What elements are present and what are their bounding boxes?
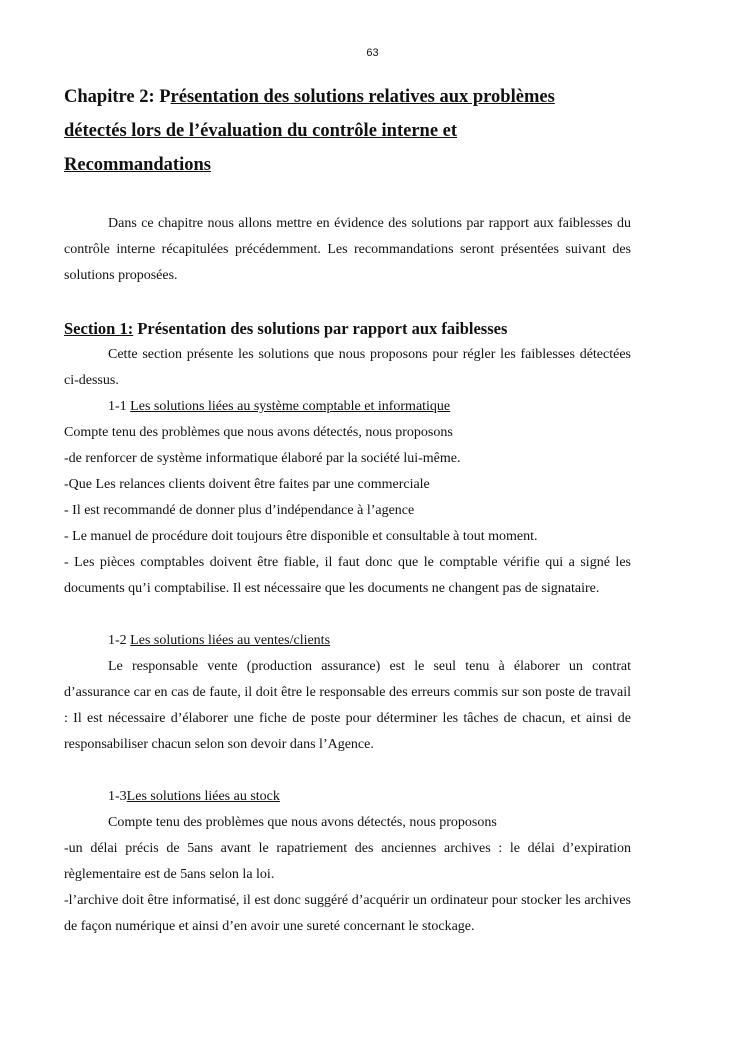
chapter-title-line-2: détectés lors de l’évaluation du contrôle interne et (64, 121, 458, 141)
subsection-1-1-title: Les solutions liées au système comptable et informatique (130, 399, 451, 414)
section-1-label: Section 1: (64, 319, 134, 338)
subsection-1-1-line: Compte tenu des problèmes que nous avons détectés, nous proposons (64, 425, 453, 440)
subsection-1-3-paragraph-2: -l’archive doit être informatisé, il est donc suggéré d’acquérir un ordinateur pour stocker les archives de façon numérique et ainsi d’en avoir une sureté concernant le stockage. (64, 893, 631, 934)
subsection-1-3-number: 1-3 (108, 789, 127, 804)
section-1-title (64, 316, 631, 342)
subsection-1-3-heading (64, 784, 631, 810)
subsection-1-3-intro: Compte tenu des problèmes que nous avons détectés, nous proposons (108, 815, 497, 830)
chapter-title-line-3: Recommandations (64, 155, 211, 175)
subsection-1-2-title: Les solutions liées au ventes/clients (130, 633, 331, 648)
subsection-1-1-line: - Le manuel de procédure doit toujours être disponible et consultable à tout moment. (64, 529, 538, 544)
page-number: 63 (366, 47, 379, 59)
chapter-title (64, 80, 631, 182)
chapter-title-prefix: Chapitre 2: P (64, 87, 171, 107)
subsection-1-1-number: 1-1 (108, 399, 131, 414)
subsection-1-1-line: - Il est recommandé de donner plus d’indépendance à l’agence (64, 503, 415, 518)
subsection-1-3-paragraph-1: -un délai précis de 5ans avant le rapatriement des anciennes archives : le délai d’expiration règlementaire est de 5ans selon la loi. (64, 841, 631, 882)
section-1-intro: Cette section présente les solutions que nous proposons pour régler les faiblesses détectées ci-dessus. (64, 347, 631, 388)
subsection-1-2-number: 1-2 (108, 633, 131, 648)
document-body (64, 80, 631, 940)
subsection-1-2-heading (64, 628, 631, 654)
chapter-title-line-1 (64, 80, 631, 114)
subsection-1-2-paragraph: Le responsable vente (production assurance) est le seul tenu à élaborer un contrat d’assurance car en cas de faute, il doit être le responsable des erreurs commis sur son poste de travail : Il est nécessaire d’élaborer une fiche de poste pour déterminer les tâches de chacun, et ainsi de responsabiliser chacun selon son devoir dans l’Agence. (64, 659, 631, 752)
chapter-title-line-1-rest: résentation des solutions relatives aux problèmes (170, 87, 555, 107)
subsection-1-1-heading (64, 394, 631, 420)
subsection-1-1-last-paragraph: - Les pièces comptables doivent être fiable, il faut donc que le comptable vérifie qui a signé les documents qu’i comptabilise. Il est nécessaire que les documents ne changent pas de signataire. (64, 555, 631, 596)
subsection-1-1-line: -Que Les relances clients doivent être faites par une commerciale (64, 477, 430, 492)
chapter-intro: Dans ce chapitre nous allons mettre en évidence des solutions par rapport aux faiblesses du contrôle interne récapitulées précédemment. Les recommandations seront présentées suivant des solutions proposées. (64, 216, 631, 283)
subsection-1-1-line: -de renforcer de système informatique élaboré par la société lui-même. (64, 451, 461, 466)
section-1-heading: Présentation des solutions par rapport aux faiblesses (133, 319, 508, 338)
subsection-1-3-title: Les solutions liées au stock (126, 789, 280, 804)
